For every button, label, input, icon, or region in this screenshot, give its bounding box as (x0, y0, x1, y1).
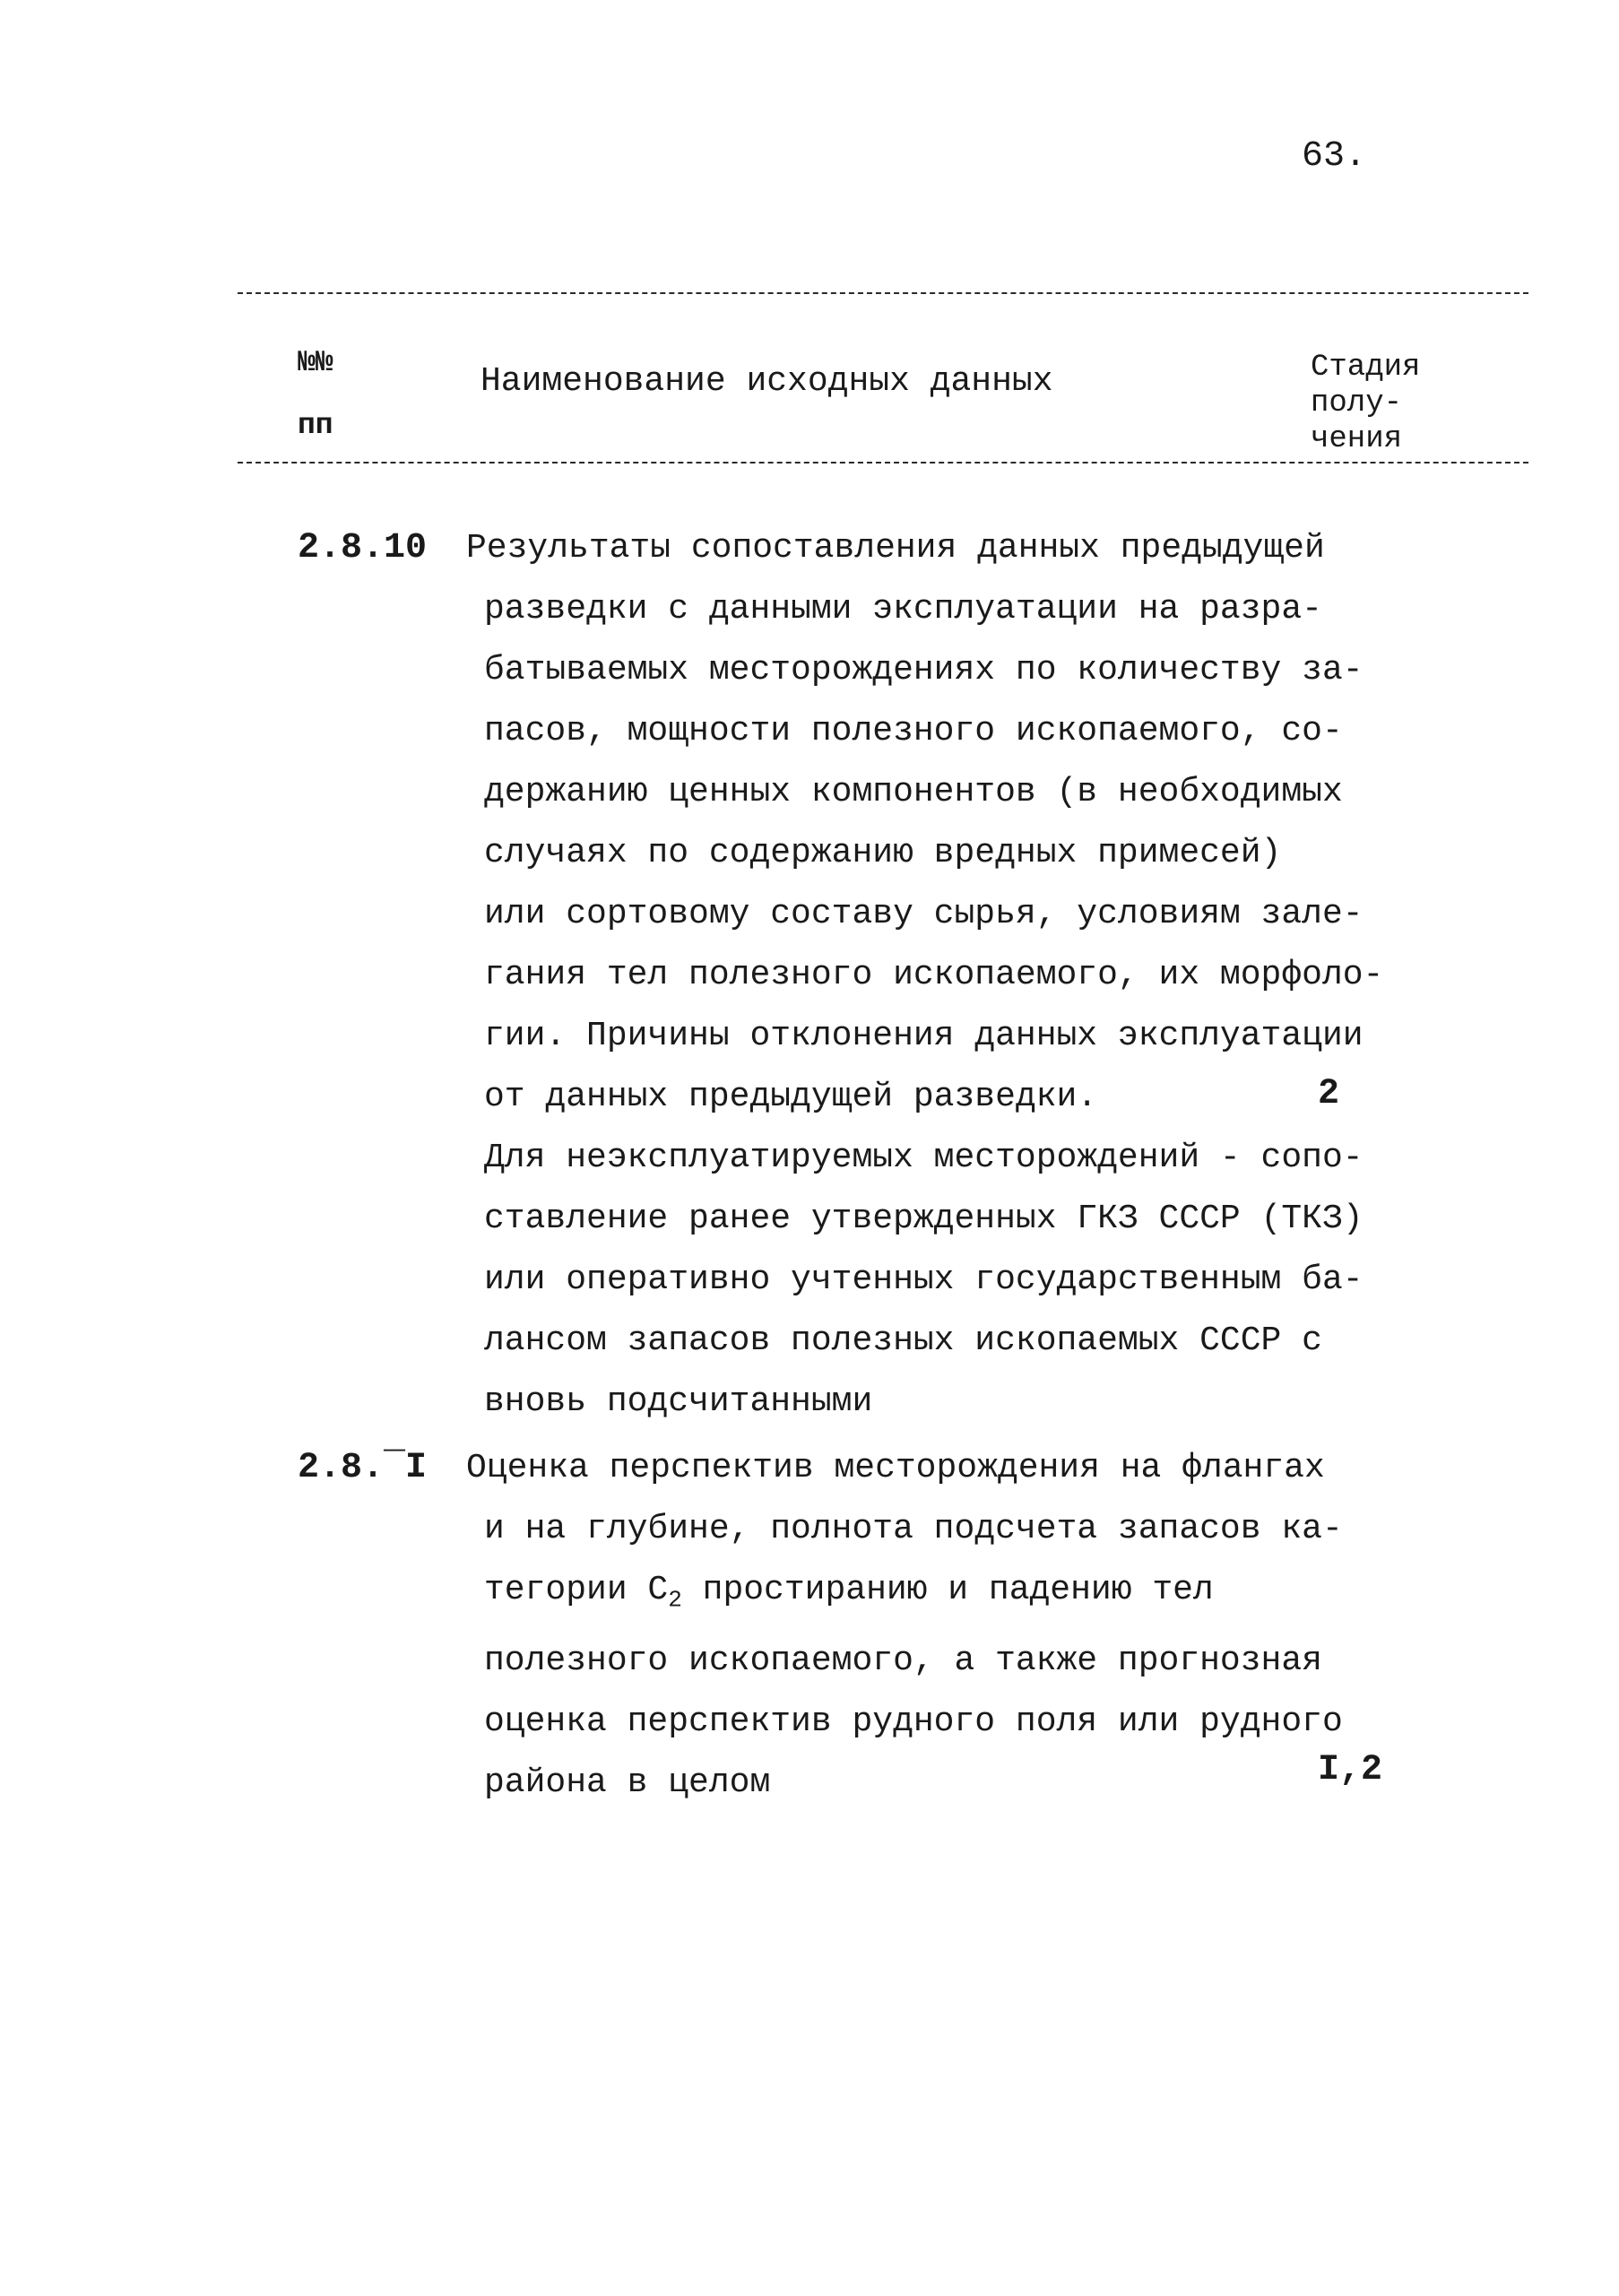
category-subscript: 2 (668, 1586, 682, 1614)
entry-line: вновь подсчитанными (484, 1382, 873, 1421)
entry-line: гии. Причины отклонения данных эксплуатации (484, 1017, 1364, 1055)
entry-description (466, 518, 1384, 1433)
entry-line: оценка перспектив рудного поля или рудного (484, 1702, 1343, 1741)
stage-column-header-line3: чения (1311, 422, 1403, 456)
entry-number: 2.8.10 (298, 528, 428, 568)
stage-column-header (1311, 350, 1420, 457)
entry-line-start: тегории C (484, 1571, 669, 1609)
entry-line: от данных предыдущей разведки. (484, 1078, 1098, 1116)
entry-description (466, 1438, 1343, 1814)
number-column-header (298, 332, 333, 457)
entry-line (466, 1560, 1300, 1631)
entry-line: Оценка перспектив месторождения на флангах (466, 1449, 1325, 1487)
entry-line: или оперативно учтенных государственным ба- (484, 1261, 1364, 1299)
entry-line: случаях по содержанию вредных примесей) (484, 834, 1282, 872)
entry-number: 2.8.¯I (298, 1448, 428, 1488)
entry-line: района в целом (484, 1763, 771, 1802)
entry-line: Результаты сопоставления данных предыдущей (466, 529, 1325, 568)
entry-line: полезного ископаемого, а также прогнозная (484, 1641, 1322, 1680)
entry-line: гания тел полезного ископаемого, их морфоло- (484, 956, 1384, 994)
entry-line: и на глубине, полнота подсчета запасов ка- (484, 1510, 1343, 1548)
entry-stage: 2 (1318, 1074, 1340, 1114)
name-column-header: Наименование исходных данных (481, 362, 1053, 401)
entry-line: или сортовому составу сырья, условиям зале- (484, 895, 1364, 933)
stage-column-header-line1: Стадия (1311, 351, 1421, 385)
table-header-bottom-rule (238, 462, 1528, 464)
entry-line: лансом запасов полезных ископаемых СССР с (484, 1321, 1322, 1360)
entry-stage: I,2 (1318, 1750, 1383, 1790)
number-column-header-line1: №№ (298, 346, 333, 379)
entry-line: держанию ценных компонентов (в необходимых (484, 773, 1343, 811)
number-column-header-line2: пп (298, 409, 333, 442)
page-number: 63. (1302, 136, 1367, 177)
entry-line: ставление ранее утвержденных ГКЗ СССР (ТКЗ) (484, 1200, 1364, 1238)
entry-line: батываемых месторождениях по количеству за- (484, 651, 1364, 689)
table-header-top-rule (238, 292, 1528, 294)
entry-line: пасов, мощности полезного ископаемого, со- (484, 712, 1343, 750)
entry-line-end: простиранию и падению тел (681, 1571, 1214, 1609)
entry-line: разведки с данными эксплуатации на разра- (484, 590, 1322, 628)
stage-column-header-line2: полу- (1311, 386, 1403, 420)
entry-line: Для неэксплуатируемых месторождений - сопо- (484, 1139, 1364, 1177)
